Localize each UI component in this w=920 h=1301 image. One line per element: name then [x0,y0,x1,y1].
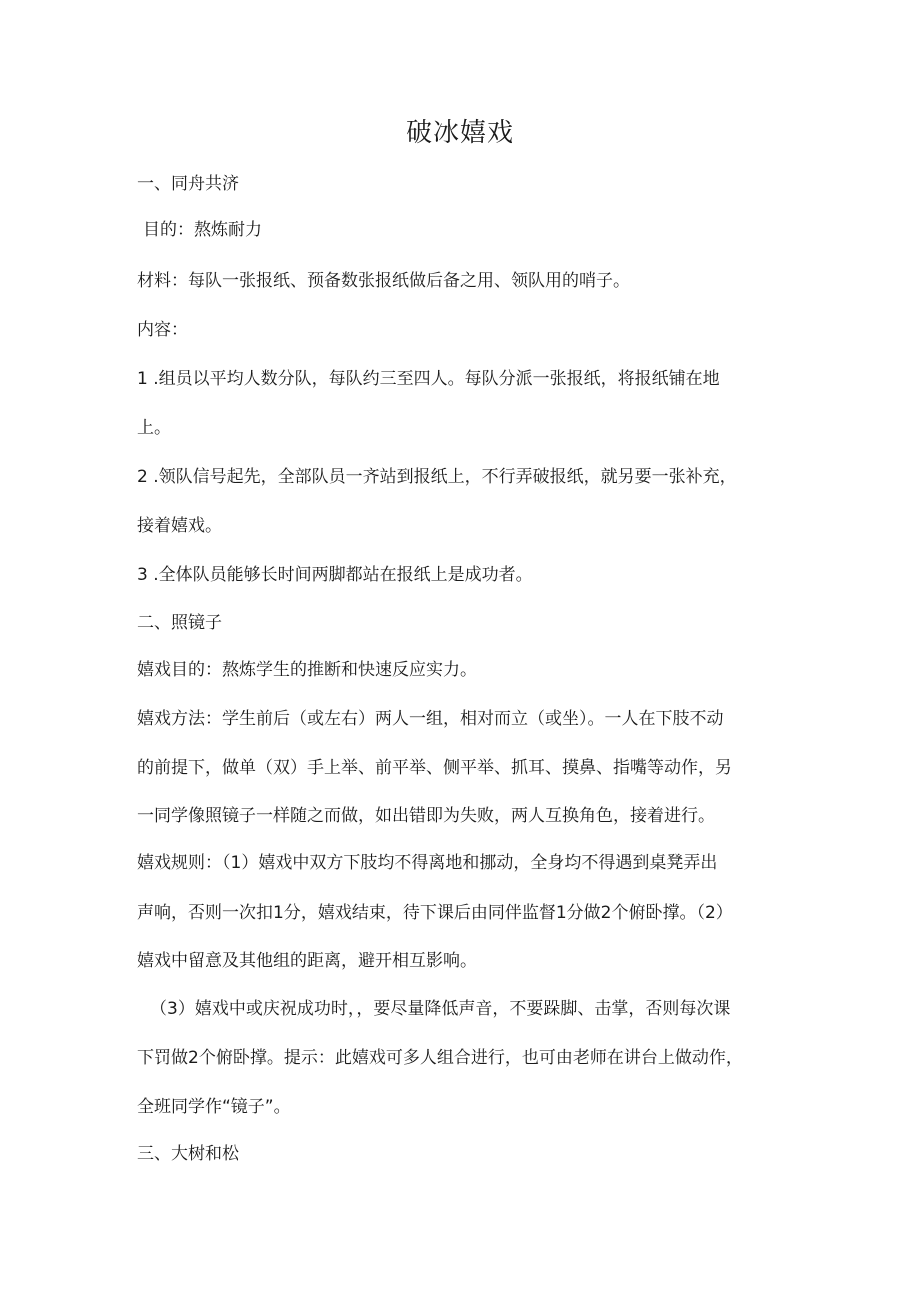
paragraph-line: 接着嬉戏。 [137,516,222,536]
paragraph-line: 2 .领队信号起先，全部队员一齐站到报纸上，不行弄破报纸，就另要一张补充， [137,467,737,487]
paragraph-line: 嬉戏中留意及其他组的距离，避开相互影响。 [137,951,477,971]
paragraph-line: （3）嬉戏中或庆祝成功时，，要尽量降低声音，不要跺脚、击掌，否则每次课 [150,999,731,1019]
paragraph-line: 1 .组员以平均人数分队，每队约三至四人。每队分派一张报纸，将报纸铺在地 [137,369,720,389]
paragraph-line: 声响，否则一次扣1分，嬉戏结束，待下课后由同伴监督1分做2个俯卧撑。（2） [137,903,733,923]
paragraph-line: 全班同学作“镜子”。 [137,1097,291,1117]
paragraph-line: 内容： [137,320,188,340]
paragraph-line: 嬉戏目的：熬炼学生的推断和快速反应实力。 [137,660,477,680]
paragraph-line: 的前提下，做单（双）手上举、前平举、侧平举、抓耳、摸鼻、指嘴等动作，另 [137,758,732,778]
section-heading-3: 三、大树和松 [137,1144,239,1164]
paragraph-line: 目的：熬炼耐力 [143,220,262,240]
section-heading-2: 二、照镜子 [137,613,222,633]
paragraph-line: 3 .全体队员能够长时间两脚都站在报纸上是成功者。 [137,565,533,585]
paragraph-line: 上。 [137,418,171,438]
paragraph-line: 材料：每队一张报纸、预备数张报纸做后备之用、领队用的哨子。 [137,271,630,291]
section-heading-1: 一、同舟共济 [137,174,239,194]
paragraph-line: 一同学像照镜子一样随之而做，如出错即为失败，两人互换角色，接着进行。 [137,806,715,826]
paragraph-line: 嬉戏规则：（1）嬉戏中双方下肢均不得离地和挪动，全身均不得遇到桌凳弄出 [137,853,718,873]
paragraph-line: 嬉戏方法：学生前后（或左右）两人一组，相对而立（或坐）。一人在下肢不动 [137,709,724,729]
document-title: 破冰嬉戏 [405,118,514,148]
paragraph-line: 下罚做2个俯卧撑。提示：此嬉戏可多人组合进行，也可由老师在讲台上做动作， [137,1048,743,1068]
